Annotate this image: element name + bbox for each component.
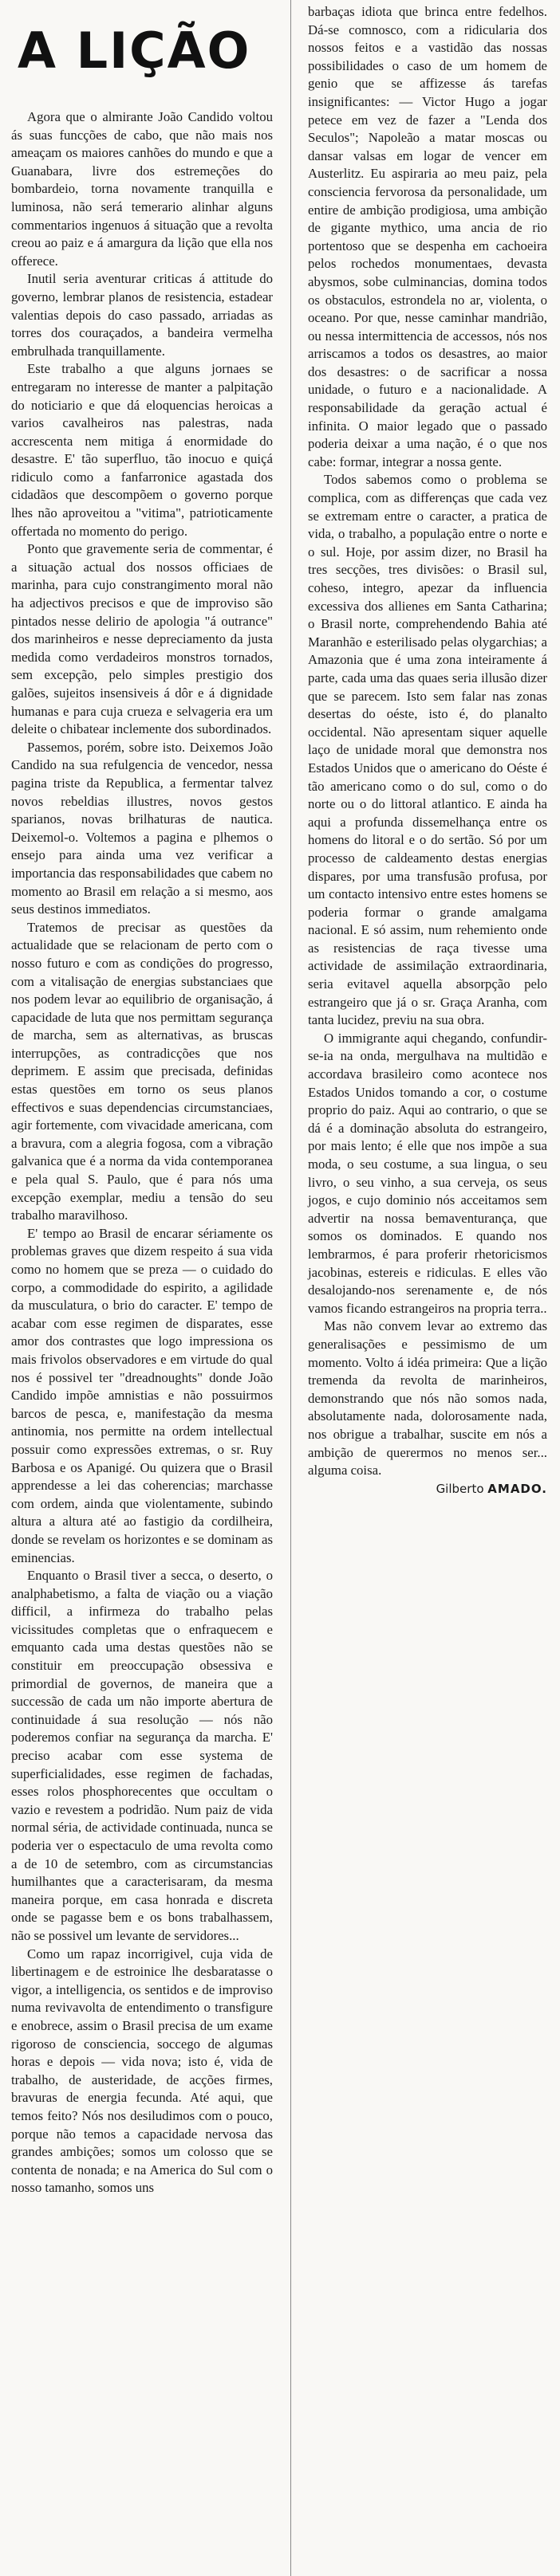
author-signature bbox=[308, 1480, 547, 1498]
article-paragraph-continued: barbaças idiota que brinca entre fedelhos. Dá-se comnosco, com a ridicularia dos nossos feitos e a vastidão das nossas possibilidades o caso de um homem de genio que se affizesse ás tarefas insignificantes: — Victor Hugo a jogar petece em vez de fazer a "Lenda dos Seculos"; Napoleão a matar moscas ou dansar valsas em logar de vencer em Austerlitz. Eu aspiraria ao meu paiz, pela consciencia fervorosa da personalidade, um entire de ambição prodigiosa, uma ambição de gigante mythico, uma ancia de rio portentoso que se despenha em cachoeira pelos rochedos monumentaes, devasta abysmos, sobe culminancias, domina todos os obstaculos, estrondela no ar, violenta, o oceano. Por que, nesse caminhar mandrião, ou nessa intermittencia de accessos, nós nos arriscamos a todos os desastres, ao maior dos desastres: o de sacrificar a nossa unidade, o futuro e a nacionalidade. A responsabilidade da geração actual é infinita. O maior legado que o passado poderia deixar a uma nação, é o que nos cabe: formar, integrar a nossa gente. bbox=[308, 4, 547, 469]
article-paragraph: Passemos, porém, sobre isto. Deixemos João Candido na sua refulgencia de vencedor, nessa pagina triste da Republica, a fermentar talvez novos rebeldias illustres, novos gestos sparianos, novas brilhaturas de nautica. Deixemol-o. Voltemos a pagina e plhemos o ensejo para ainda uma vez verificar a importancia das responsabilidades que cabem no momento ao Brasil em relação a si mesmo, aos seus destinos immediatos. bbox=[11, 739, 273, 917]
author-first-name: Gilberto bbox=[436, 1481, 484, 1496]
article-paragraph: Como um rapaz incorrigivel, cuja vida de libertinagem e de estroinice lhe desbaratasse o vigor, a intelligencia, os sentidos e de improviso numa revivavolta de entendimento o transfigure e enobrece, assim o Brasil precisa de um exame rigoroso de consciencia, soccego de algumas horas e depois — vida nova; isto é, vida de trabalho, de austeridade, de acções firmes, bravuras de energia fecunda. Até aqui, que temos feito? Nós nos desiludimos com o pouco, porque não temos a capacidade nervosa das grandes ambições; somos um colosso que se contenta de nonada; e na America do Sul com o nosso tamanho, somos uns bbox=[11, 1946, 273, 2196]
article-column-right bbox=[308, 3, 547, 1498]
article-paragraph: Ponto que gravemente seria de commentar, é a situação actual dos nossos officiaes de marinha, para cujo constrangimento moral não ha adjectivos precisos e que de improviso são pintados nesse delirio de apologia "á outrance" dos marinheiros e nesse depreciamento da justa medida como verdadeiros monstros tornados, sem excepção, pelo simples prestigio dos galões, sujeitos insensiveis á dôr e á dignidade humanas e para cuja crueza e selvageria era um deleite o chibatear inclemente dos subordinados. bbox=[11, 541, 273, 737]
article-paragraph: Mas não convem levar ao extremo das generalisações e pessimismo de um momento. Volto á idéa primeira: Que a lição tremenda da revolta de marinheiros, demonstrando que nós não somos nada, absolutamente nada, dolorosamente nada, nos obrigue a trabalhar, suscite em nós a ambição de querermos no menos ser... alguma coisa. bbox=[308, 1318, 547, 1478]
article-paragraph: O immigrante aqui chegando, confundir-se-ia na onda, mergulhava na multidão e accordava brasileiro como acontece nos Estados Unidos tomando a cor, o costume proprio do paiz. Aqui ao contrario, o que se dá é a dominação absoluta do estrangeiro, por mais lento; é elle que nos impõe a sua moda, o seu costume, a sua lingua, o seu livro, o seu vinho, a sua cerveja, os seus jogos, e cujo dominio nós acceitamos sem advertir na nossa bemaventurança, que somos os dominados. E quando nos lembrarmos, é para proferir rhetoricismos jacobinas, estereis e ridiculas. E elles vão desalojando-nos serenamente e, de nós vamos ficando estrangeiros na propria terra.. bbox=[308, 1030, 547, 1316]
article-paragraph: Enquanto o Brasil tiver a secca, o deserto, o analphabetismo, a falta de viação ou a viação difficil, a infirmeza do trabalho pelas vicissitudes completas que o enfraquecem e emquanto cada uma destas questões não se constituir em preoccupação obsessiva e primordial de governos, de maneira que a successão de cada um não importe abertura de continuidade á sua resolução — nós não poderemos confiar na segurança da marcha. E' preciso acabar com esse systema de superficialidades, esse regimen de fachadas, esses rolos phosphorecentes que occultam o vazio e revestem a podridão. Num paiz de vida normal séria, de actividade continuada, nunca se poderia ver o espectaculo de uma revolta como a de 10 de setembro, com as circumstancias humilhantes que a caracterisaram, da mesma maneira porque, em casa honrada e discreta onde se pagasse bem e os bons trabalhassem, não se possivel um levante de servidores... bbox=[11, 1568, 273, 1943]
column-divider bbox=[290, 0, 291, 2576]
article-paragraph: E' tempo ao Brasil de encarar sériamente os problemas graves que dizem respeito á sua vida como no homem que se preza — o cuidado do corpo, a commodidade do espirito, a agilidade da musculatura, o brio do caracter. E' tempo de acabar com esse regimen de disparates, esse amor dos contrastes que logo impressiona os mais frivolos observadores e em virtude do qual nos é possivel ter "dreadnoughts" donde João Candido impõe amnistias e não possuirmos barcos de pesca, e, manifestação da mesma antinomia, nos permitte na ordem intellectual possuir como expressões extremas, o sr. Ruy Barbosa e os Apanigé. Ou quizera que o Brasil apprendesse a lei das coherencias; marchasse com ordem, ainda que violentamente, subindo altura a altura até ao fastigio da cordilheira, donde se revelam os horizontes e se dominam as eminencias. bbox=[11, 1225, 273, 1565]
article-paragraph: Inutil seria aventurar criticas á attitude do governo, lembrar planos de resistencia, estadear valentias depois do caso passado, arriadas as torres dos couraçados, a bandeira vermelha embrulhada tranquillamente. bbox=[11, 271, 273, 359]
article-paragraph: Todos sabemos como o problema se complica, com as differenças que cada vez se extremam entre o caracter, a pratica de vida, o trabalho, a população entre o norte e o sul. Hoje, por assim dizer, no Brasil ha tres secções, tres divisões: o Brasil sul, coheso, integro, apezar da influencia excessiva dos allienes em Santa Catharina; o Brasil norte, comprehendendo Bahia até Maranhão e esterilisado pelas olygarchias; a Amazonia que é uma zona inteiramente á parte, cada uma das quaes seria illusão dizer que se parecem. Isto sem falar nas zonas desertas do oéste, isto é, do planalto occidental. Não apresentam siquer aquelle laço de unidade moral que demonstra nos Estados Unidos que o americano do Oéste é tão americano como o do sul, como o do norte ou o do littoral atlantico. E ainda ha aqui a profunda dissemelhança entre os homens do litoral e o do sertão. Só por um processo de caldeamento destas energias dispares, por uma transfusão profusa, por um contacto intensivo entre estes homens se poderia formar o grande amalgama nacional. E só assim, num rehemiento onde as resistencias de raça tivesse uma actividade de assimilação extraordinaria, seria evitavel aquella absorpção pelo estrangeiro que já o sr. Graça Aranha, com tanta lucidez, previu na sua obra. bbox=[308, 472, 547, 1028]
article-paragraph: Este trabalho a que alguns jornaes se entregaram no interesse de manter a palpitação do noticiario e que dá eloquencias heroicas a varios cavalheiros nas palestras, nada accrescenta nem mitiga á enormidade do desastre. E' tão superfluo, tão inocuo e quiçá ridiculo como a fanfarronice agastada dos cidadãos que descompõem o governo porque lhes não aproveitou a "vitima", patrioticamente offertada no momento do perigo. bbox=[11, 361, 273, 539]
article-title: A LIÇÃO bbox=[18, 22, 251, 80]
article-paragraph: Tratemos de precisar as questões da actualidade que se relacionam de perto com o nosso futuro e com as condições do progresso, com a vitalisação de energias substanciaes que nos podem levar ao equilibrio de organisação, á capacidade de luta que nos permittam segurança de marcha, sem as alternativas, as bruscas interrupções, as contradicções que nos deprimem. E assim que precisada, definidas estas questões em torno os seus planos effectivos e suas dependencias circumstanciaes, agir fortemente, com vivacidade americana, com a bravura, com a alegria fogosa, com a vibração galvanica que é a norma da vida contemporanea e pela qual S. Paulo, que é para nós uma excepção exemplar, mediu a tensão do seu trabalho maravilhoso. bbox=[11, 919, 273, 1223]
article-paragraph: Agora que o almirante João Candido voltou ás suas funcções de cabo, que não mais nos ameaçam os maiores canhões do mundo e que a Guanabara, livre dos estremeções do bombardeio, torna novamente tranquilla e luminosa, não será temerario alinhar alguns commentarios ingenuos á situação que a revolta creou ao paiz e á amargura da lição que ella nos offerece. bbox=[11, 109, 273, 269]
article-column-left bbox=[11, 108, 273, 2197]
author-last-name: AMADO. bbox=[487, 1481, 547, 1496]
